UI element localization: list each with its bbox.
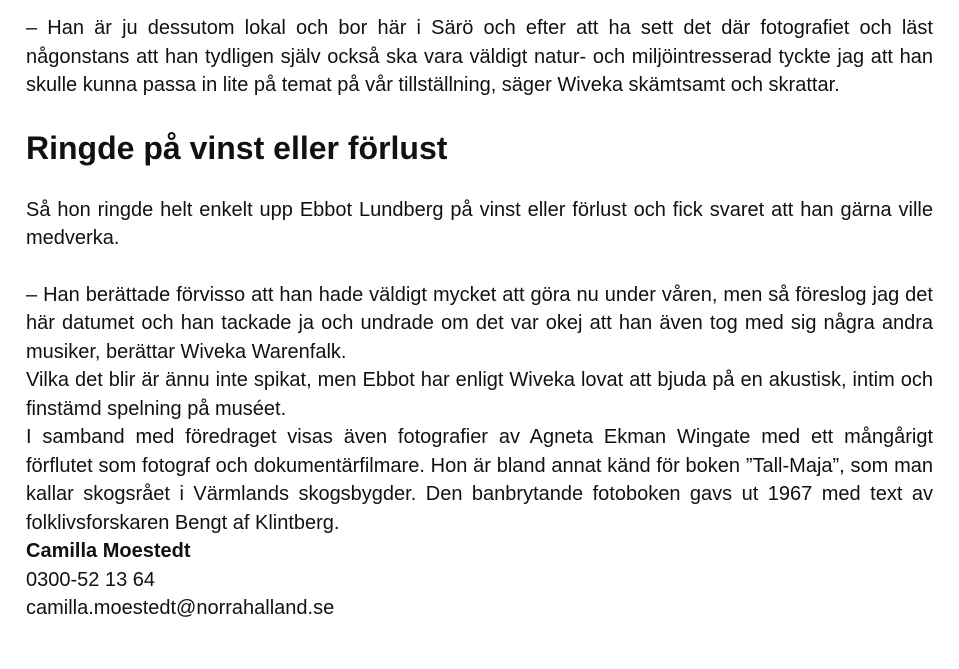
author-name: Camilla Moestedt xyxy=(26,540,191,562)
paragraph-quote: – Han berättade förvisso att han hade väldigt mycket att göra nu under våren, men så föreslog jag det här datumet och han tackade ja och undrade om det var okej att han även tog med sig några andra musiker, berättar Wiveka Warenfalk. xyxy=(26,283,933,363)
author-email[interactable]: camilla.moestedt@norrahalland.se xyxy=(26,597,335,619)
paragraph-intro: – Han är ju dessutom lokal och bor här i Särö och efter att ha sett det där fotografiet och läst någonstans att han tydligen själv också ska vara väldigt natur- och miljöintresserad tyckte jag att han skulle kunna passa in lite på temat på vår tillställning, säger Wiveka skämtsamt och skrattar. xyxy=(26,17,933,96)
paragraph-performance: Vilka det blir är ännu inte spikat, men Ebbot har enligt Wiveka lovat att bjuda på en akustisk, intim och finstämd spelning på muséet. xyxy=(26,369,933,420)
byline xyxy=(26,537,933,623)
paragraph-photography: I samband med föredraget visas även fotografier av Agneta Ekman Wingate med ett mångårigt förflutet som fotograf och dokumentärfilmare. Hon är bland annat känd för boken ”Tall-Maja”, som man kallar skogsrået i Värmlands skogsbygder. Den banbrytande fotoboken gavs ut 1967 med text av folklivsforskaren Bengt af Klintberg. xyxy=(26,426,933,534)
author-phone: 0300-52 13 64 xyxy=(26,568,156,591)
article xyxy=(26,14,933,623)
section-heading: Ringde på vinst eller förlust xyxy=(26,129,448,166)
paragraph-call: Så hon ringde helt enkelt upp Ebbot Lundberg på vinst eller förlust och fick svaret att han gärna ville medverka. xyxy=(26,198,933,249)
